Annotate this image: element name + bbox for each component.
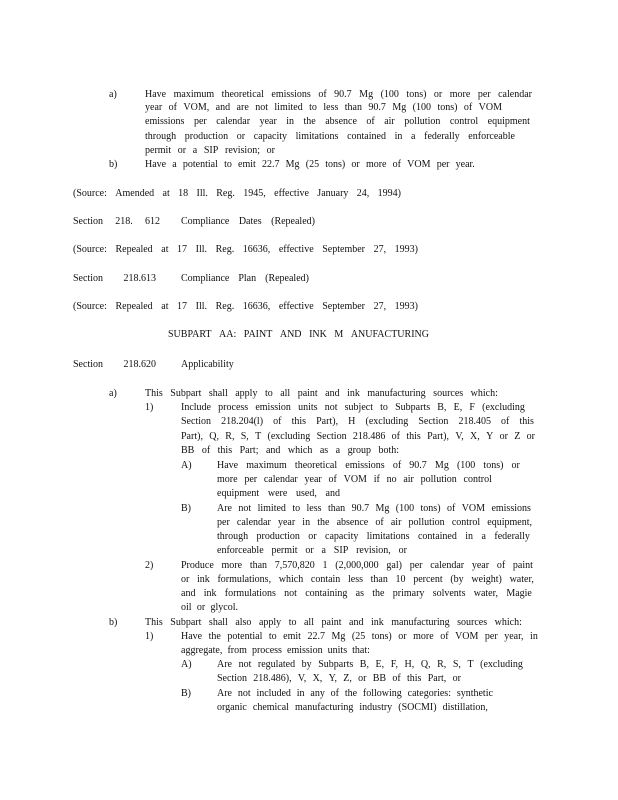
para-a-label: a) <box>109 388 117 399</box>
para-a-1-line-3: Part), Q, R, S, T (excluding Section 218.486 of this Part), V, X, Y or Z or <box>181 431 535 442</box>
source-note-3: (Source: Repealed at 17 Ill. Reg. 16636, effective September 27, 1993) <box>73 301 418 312</box>
section-620-title: Applicability <box>181 359 234 370</box>
para-b-1-label: 1) <box>145 631 154 642</box>
para-a-text: This Subpart shall apply to all paint and ink manufacturing sources which: <box>145 388 498 399</box>
section-612-number: Section 218. 612 <box>73 216 160 227</box>
item-b-label: b) <box>109 159 118 170</box>
para-b-1-line-2: aggregate, from process emission units that: <box>181 645 370 656</box>
para-b-1-B-line-2: organic chemical manufacturing industry (SOCMI) distillation, <box>217 702 488 713</box>
para-a-1-A-line-1: Have maximum theoretical emissions of 90.7 Mg (100 tons) or <box>217 460 520 471</box>
source-note-1: (Source: Amended at 18 Ill. Reg. 1945, effective January 24, 1994) <box>73 188 401 199</box>
item-a-line-5: permit or a SIP revision; or <box>145 145 275 156</box>
item-b-line-1: Have a potential to emit 22.7 Mg (25 tons) or more of VOM per year. <box>145 159 475 170</box>
source-note-2: (Source: Repealed at 17 Ill. Reg. 16636, effective September 27, 1993) <box>73 244 418 255</box>
para-a-1-label: 1) <box>145 402 154 413</box>
para-b-text: This Subpart shall also apply to all paint and ink manufacturing sources which: <box>145 617 522 628</box>
section-620-number: Section 218.620 <box>73 359 156 370</box>
section-612-title: Compliance Dates (Repealed) <box>181 216 315 227</box>
para-a-1-B-line-1: Are not limited to less than 90.7 Mg (100 tons) of VOM emissions <box>217 503 531 514</box>
para-a-1-B-line-4: enforceable permit or a SIP revision, or <box>217 545 407 556</box>
para-b-1-A-line-2: Section 218.486), V, X, Y, Z, or BB of this Part, or <box>217 673 461 684</box>
section-613-title: Compliance Plan (Repealed) <box>181 273 309 284</box>
para-a-2-line-1: Produce more than 7,570,820 1 (2,000,000 gal) per calendar year of paint <box>181 560 533 571</box>
para-b-1-A-line-1: Are not regulated by Subparts B, E, F, H, Q, R, S, T (excluding <box>217 659 523 670</box>
para-b-1-line-1: Have the potential to emit 22.7 Mg (25 tons) or more of VOM per year, in <box>181 631 538 642</box>
para-b-1-B-line-1: Are not included in any of the following categories: synthetic <box>217 688 493 699</box>
para-a-2-line-3: and ink formulations not containing as the primary solvents water, Magie <box>181 588 532 599</box>
para-b-1-B-label: B) <box>181 688 191 699</box>
subpart-heading: SUBPART AA: PAINT AND INK M ANUFACTURING <box>168 329 429 340</box>
para-a-1-A-line-2: more per calendar year of VOM if no air pollution control <box>217 474 492 485</box>
para-b-1-A-label: A) <box>181 659 192 670</box>
item-a-line-3: emissions per calendar year in the absence of air pollution control equipment <box>145 116 530 127</box>
para-a-1-B-line-2: per calendar year in the absence of air pollution control equipment, <box>217 517 532 528</box>
para-a-1-B-label: B) <box>181 503 191 514</box>
para-a-2-line-2: or ink formulations, which contain less than 10 percent (by weight) water, <box>181 574 534 585</box>
para-a-1-A-label: A) <box>181 460 192 471</box>
item-a-line-4: through production or capacity limitations contained in a federally enforceable <box>145 131 515 142</box>
item-a-line-2: year of VOM, and are not limited to less than 90.7 Mg (100 tons) of VOM <box>145 102 502 113</box>
para-a-1-A-line-3: equipment were used, and <box>217 488 340 499</box>
para-a-1-line-4: BB of this Part; and which as a group both: <box>181 445 399 456</box>
para-a-2-label: 2) <box>145 560 154 571</box>
para-a-2-line-4: oil or glycol. <box>181 602 238 613</box>
para-a-1-B-line-3: through production or capacity limitations contained in a federally <box>217 531 530 542</box>
para-a-1-line-1: Include process emission units not subject to Subparts B, E, F (excluding <box>181 402 525 413</box>
para-a-1-line-2: Section 218.204(l) of this Part), H (excluding Section 218.405 of this <box>181 416 534 427</box>
para-b-label: b) <box>109 617 118 628</box>
item-a-line-1: Have maximum theoretical emissions of 90.7 Mg (100 tons) or more per calendar <box>145 89 532 100</box>
item-a-label: a) <box>109 89 117 100</box>
section-613-number: Section 218.613 <box>73 273 156 284</box>
